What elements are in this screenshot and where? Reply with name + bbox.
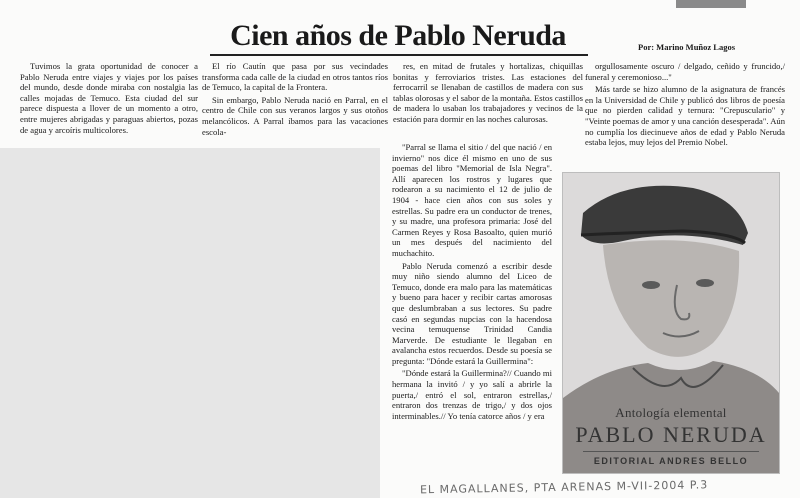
paragraph: Tuvimos la grata oportunidad de conocer a Pablo Neruda entre viajes y viajes por los países del mundo, desde donde miraba con nostalgia las calles mojadas de Temuco. Esta ciudad del sur parece dispuesta a llover de un momento a otro, entre mujeres abrigadas y paraguas abiertos, pozas de agua y arcoíris multicolores. [20,61,198,135]
paragraph: "Parral se llama el sitio / del que nació / en invierno" nos dice él mismo en uno de sus poemas del libro "Memorial de Isla Negra". Allí aparecen los rostros y lugares que rodearon a su nacimiento el 12 de julio de 1904 - hace cien años con sus soles y estrellas. Su padre era un conductor de trenes, y su madre, una profesora primaria: José del Carmen Reyes y Rosa Basoalto, quien murió un mes después del nacimiento del muchachito. [392,142,552,258]
article-column-1 [20,61,198,137]
blank-clipping-area [0,148,380,498]
paragraph: orgullosamente oscuro / delgado, ceñido y fruncido,/ funeral y ceremonioso..." [585,61,785,82]
article-column-2 [202,61,388,139]
book-cover-portrait [562,172,780,474]
paragraph: Más tarde se hizo alumno de la asignatura de francés en la Universidad de Chile y publicó dos libros de poesía que no pierden calidad y ternura: "Crepusculario" y "Veinte poemas de amor y una canción desesperada". Aún no cumplía los diecinueve años de edad y Pablo Neruda estaba lejos, muy lejos del Premio Nobel. [585,84,785,148]
cover-subtitle: Antología elemental [615,405,727,420]
article-column-4 [585,61,785,150]
cover-divider [583,451,759,452]
article-column-3 [393,61,583,127]
handwritten-source-note: EL MAGALLANES, PTA ARENAS M-VII-2004 P.3 [419,478,709,497]
article-headline: Cien años de Pablo Neruda [230,19,566,52]
paragraph: Sin embargo, Pablo Neruda nació en Parral, en el centro de Chile con sus veranos largos y sus otoños melancólicos. A Parral íbamos para las vacaciones escola- [202,94,388,137]
article-byline: Por: Marino Muñoz Lagos [638,42,736,52]
previous-article-fragment [676,0,746,8]
paragraph: El río Cautín que pasa por sus vecindades transforma cada calle de la ciudad en otros tantos ríos de Temuco, la capital de la Frontera. [202,61,388,93]
cover-title: PABLO NERUDA [575,422,767,447]
poem-excerpt: "Dónde estará la Guillermina?// Cuando mi hermana la invitó / y yo salí a abrirle la puerta,/ entró el sol, entraron estrellas,/ entraron dos trenzas de trigo,/ y dos ojos interminables.// Yo tenía catorce años / y era [392,368,552,421]
article-column-3-lower [392,142,552,423]
headline-underline [210,54,588,56]
paragraph: res, en mitad de frutales y hortalizas, chiquillas bonitas y ferroviarios tristes. Las estaciones del ferrocarril se llenaban de castillos de madera con sus tablas olorosas y el sabor de la montaña. Estos castillos de madera lo usaban los trabajadores y vecinos de la estación para dormir en las noches calurosas. [393,61,583,124]
cover-publisher: EDITORIAL ANDRES BELLO [593,456,749,466]
paragraph: Pablo Neruda comenzó a escribir desde muy niño siendo alumno del Liceo de Temuco, donde era malo para las matemáticas y bueno para hacer y recibir cartas amorosas que deslumbraban a sus lectores. Su padre casó en segundas nupcias con la hacendosa vecina temuquense Trinidad Candia Marverde. De estudiante le llegaban en avalancha estos recuerdos. Desde su poesía se pregunta: "Dónde estará la Guillermina": [392,260,552,366]
